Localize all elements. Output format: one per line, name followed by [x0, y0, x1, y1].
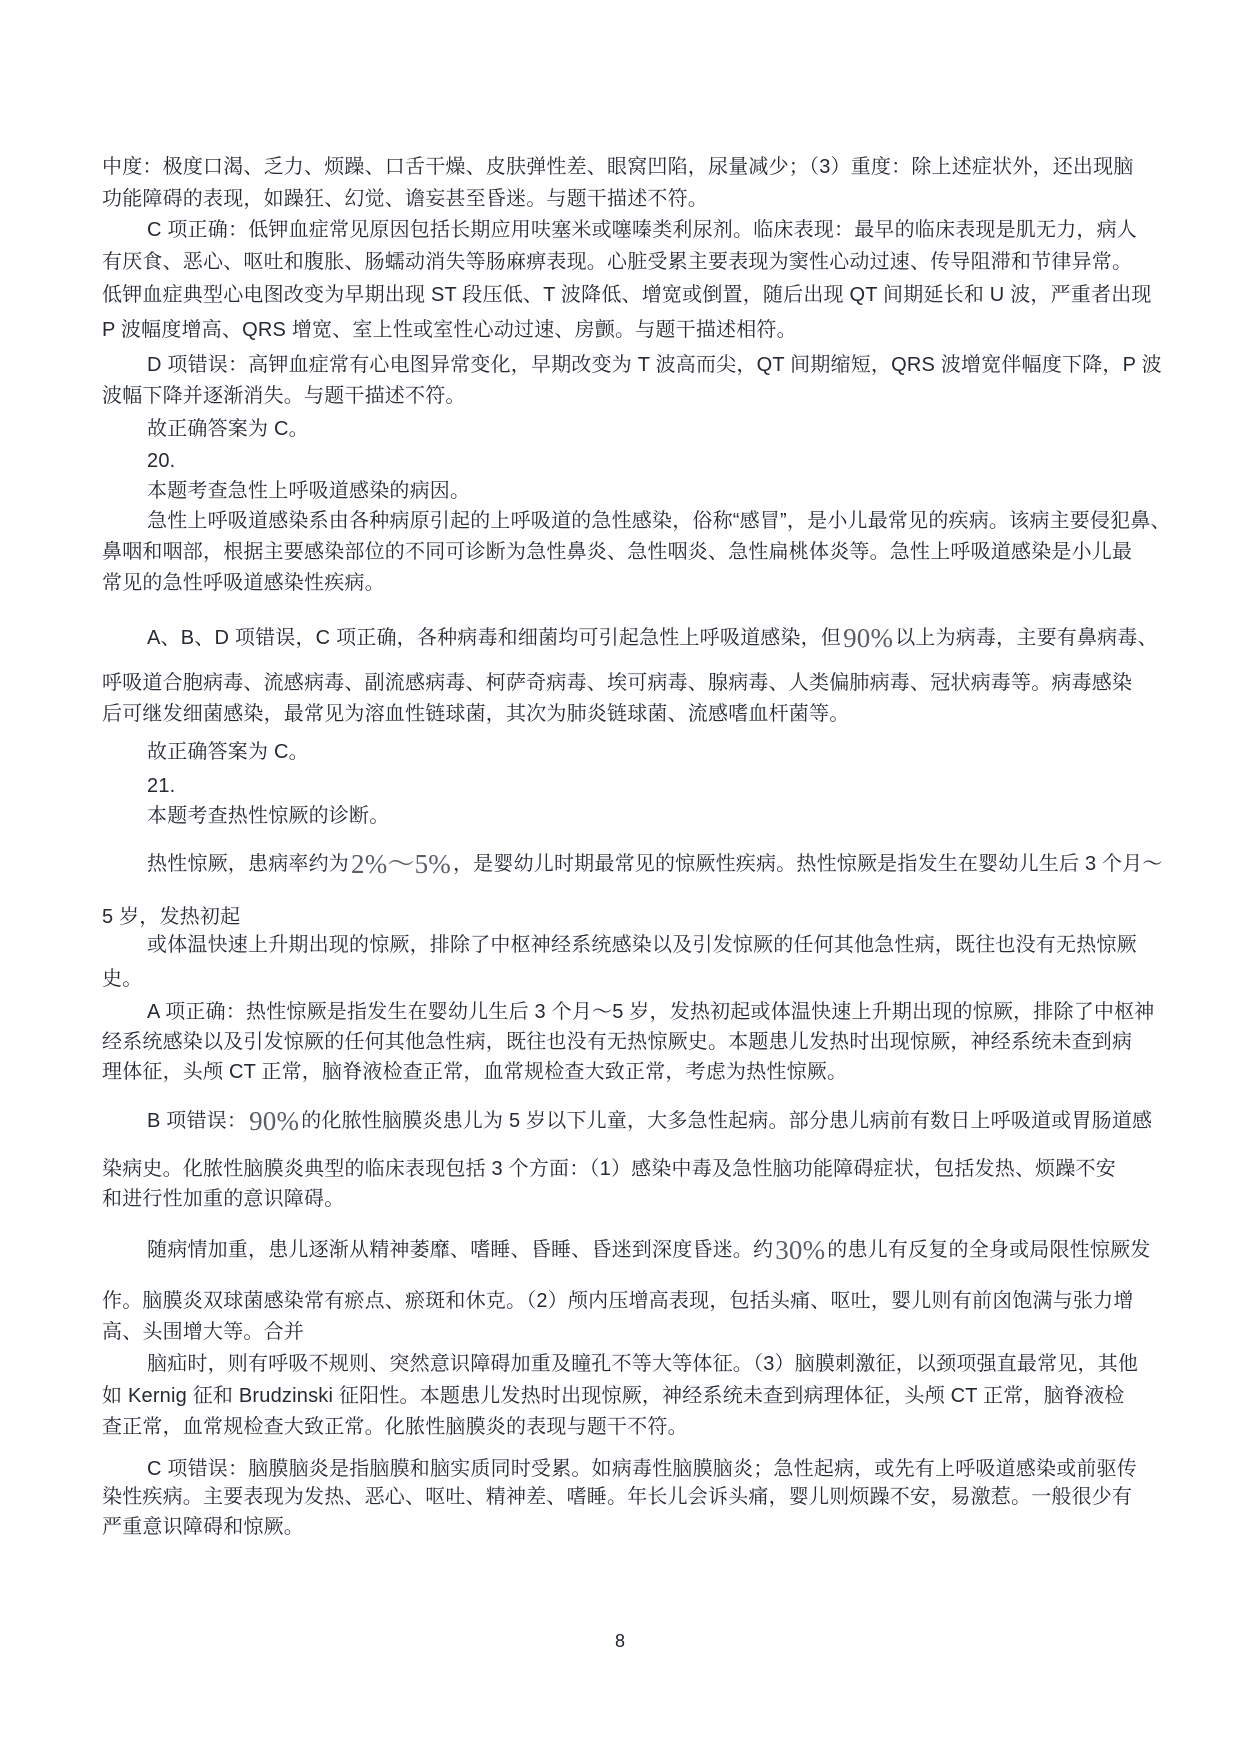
- line-text: 热性惊厥，患病率约为: [147, 853, 349, 875]
- page-number: 8: [614, 1631, 625, 1651]
- line-text: 以上为病毒，主要有鼻病毒、: [895, 627, 1158, 649]
- doc-line: [147, 623, 1192, 653]
- doc-line: 理体征，头颅 CT 正常，脑脊液检查正常，血常规检查大致正常，考虑为热性惊厥。: [102, 1061, 848, 1083]
- doc-line: 染性疾病。主要表现为发热、恶心、呕吐、精神差、嗜睡。年长儿会诉头痛，婴儿则烦躁不安，易激惹。一般很少有: [102, 1486, 1133, 1508]
- doc-line: 波幅下降并逐渐消失。与题干描述不符。: [102, 385, 466, 407]
- doc-line: 5 岁，发热初起: [102, 906, 241, 928]
- doc-line: 呼吸道合胞病毒、流感病毒、副流感病毒、柯萨奇病毒、埃可病毒、腺病毒、人类偏肺病毒、冠状病毒等。病毒感染: [102, 672, 1133, 694]
- doc-line: 高、头围增大等。合并: [102, 1321, 304, 1343]
- doc-line: 后可继发细菌感染，最常见为溶血性链球菌，其次为肺炎链球菌、流感嗜血杆菌等。: [102, 703, 850, 725]
- doc-line: 和进行性加重的意识障碍。: [102, 1188, 345, 1210]
- doc-line: 如 Kernig 征和 Brudzinski 征阳性。本题患儿发热时出现惊厥，神经系统未查到病理体征，头颅 CT 正常，脑脊液检: [102, 1385, 1125, 1407]
- doc-line: 故正确答案为 C。: [147, 741, 309, 763]
- doc-line: 严重意识障碍和惊厥。: [102, 1516, 304, 1538]
- doc-line: C 项正确：低钾血症常见原因包括长期应用呋塞米或噻嗪类利尿剂。临床表现：最早的临床表现是肌无力，病人: [147, 219, 1137, 241]
- doc-line: P 波幅度增高、QRS 增宽、室上性或室性心动过速、房颤。与题干描述相符。: [102, 319, 797, 341]
- doc-line: 有厌食、恶心、呕吐和腹胀、肠蠕动消失等肠麻痹表现。心脏受累主要表现为窦性心动过速、传导阻滞和节律异常。: [102, 251, 1133, 273]
- doc-line: C 项错误：脑膜脑炎是指脑膜和脑实质同时受累。如病毒性脑膜脑炎；急性起病，或先有上呼吸道感染或前驱传: [147, 1458, 1137, 1480]
- doc-line: 作。脑膜炎双球菌感染常有瘀点、瘀斑和休克。（2）颅内压增高表现，包括头痛、呕吐，婴儿则有前囟饱满与张力增: [102, 1290, 1134, 1312]
- doc-line: 本题考查热性惊厥的诊断。: [147, 805, 390, 827]
- line-text: 的患儿有反复的全身或局限性惊厥发: [827, 1239, 1151, 1261]
- doc-line: 常见的急性呼吸道感染性疾病。: [102, 572, 385, 594]
- percent-formula: 90%: [843, 623, 894, 653]
- line-text: 随病情加重，患儿逐渐从精神萎靡、嗜睡、昏睡、昏迷到深度昏迷。约: [147, 1239, 774, 1261]
- line-text: B 项错误：: [147, 1110, 248, 1132]
- doc-line: 经系统感染以及引发惊厥的任何其他急性病，既往也没有无热惊厥史。本题患儿发热时出现惊厥，神经系统未查到病: [102, 1031, 1133, 1053]
- percent-formula: 90%: [249, 1106, 300, 1136]
- doc-line: 中度：极度口渴、乏力、烦躁、口舌干燥、皮肤弹性差、眼窝凹陷，尿量减少；（3）重度：除上述症状外，还出现脑: [102, 156, 1134, 178]
- line-text: A、B、D 项错误，C 项正确，各种病毒和细菌均可引起急性上呼吸道感染，但: [147, 627, 842, 649]
- doc-line: 或体温快速上升期出现的惊厥，排除了中枢神经系统感染以及引发惊厥的任何其他急性病，既往也没有无热惊厥: [147, 934, 1137, 956]
- doc-line: 查正常，血常规检查大致正常。化脓性脑膜炎的表现与题干不符。: [102, 1416, 688, 1438]
- doc-line: 染病史。化脓性脑膜炎典型的临床表现包括 3 个方面：（1）感染中毒及急性脑功能障碍症状，包括发热、烦躁不安: [102, 1158, 1116, 1180]
- doc-line: [147, 1235, 1192, 1265]
- doc-line: [147, 1106, 1192, 1136]
- doc-line: 20.: [147, 450, 176, 472]
- doc-line: 史。: [102, 968, 143, 990]
- doc-line: 故正确答案为 C。: [147, 418, 309, 440]
- doc-line: 急性上呼吸道感染系由各种病原引起的上呼吸道的急性感染，俗称“感冒”，是小儿最常见的疾病。该病主要侵犯鼻、: [147, 510, 1171, 532]
- doc-line: D 项错误：高钾血症常有心电图异常变化，早期改变为 T 波高而尖，QT 间期缩短，QRS 波增宽伴幅度下降，P 波: [147, 354, 1162, 376]
- doc-line: [147, 849, 1192, 879]
- line-text: ，是婴幼儿时期最常见的惊厥性疾病。热性惊厥是指发生在婴幼儿生后 3 个月～: [452, 853, 1163, 875]
- doc-line: 21.: [147, 775, 176, 797]
- line-text: 的化脓性脑膜炎患儿为 5 岁以下儿童，大多急性起病。部分患儿病前有数日上呼吸道或胃肠道感: [301, 1110, 1153, 1132]
- doc-line: 脑疝时，则有呼吸不规则、突然意识障碍加重及瞳孔不等大等体征。（3）脑膜刺激征，以颈项强直最常见，其他: [147, 1353, 1139, 1375]
- doc-line: 功能障碍的表现，如躁狂、幻觉、谵妄甚至昏迷。与题干描述不符。: [102, 188, 708, 210]
- doc-line: 本题考查急性上呼吸道感染的病因。: [147, 480, 471, 502]
- percent-formula: 30%: [775, 1235, 826, 1265]
- doc-line: 低钾血症典型心电图改变为早期出现 ST 段压低、T 波降低、增宽或倒置，随后出现 QT 间期延长和 U 波，严重者出现: [102, 284, 1152, 306]
- percent-formula: 2%～5%: [351, 849, 451, 879]
- doc-line: A 项正确：热性惊厥是指发生在婴幼儿生后 3 个月～5 岁，发热初起或体温快速上升期出现的惊厥，排除了中枢神: [147, 1001, 1155, 1023]
- doc-line: 鼻咽和咽部，根据主要感染部位的不同可诊断为急性鼻炎、急性咽炎、急性扁桃体炎等。急性上呼吸道感染是小儿最: [102, 541, 1133, 563]
